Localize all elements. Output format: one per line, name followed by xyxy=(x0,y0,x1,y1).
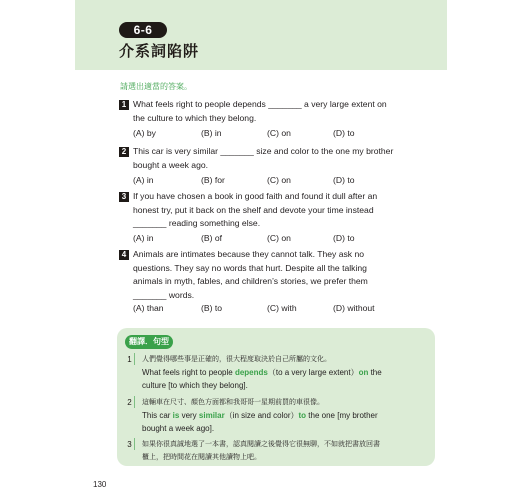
question-number: 1 xyxy=(119,100,129,110)
question-line: _______ reading something else. xyxy=(133,218,261,229)
translation-zh: 這輛車在尺寸、顏色方面都和我哥哥一星期前買的車很像。 xyxy=(142,398,324,406)
question-line: questions. They say no words that hurt. Despite all the talking xyxy=(133,262,367,273)
option-b[interactable]: (B) for xyxy=(201,175,225,185)
option-a[interactable]: (A) in xyxy=(133,233,154,243)
question-line: bought a week ago. xyxy=(133,159,209,170)
question-line: Animals are intimates because they cannot talk. They ask no xyxy=(133,249,365,259)
en-text: （in size and color） xyxy=(224,411,299,420)
question-4 xyxy=(119,248,419,313)
translation-panel xyxy=(117,328,435,466)
en-text: the one [my brother xyxy=(306,411,378,420)
question-line: This car is very similar _______ size and color to the one my brother xyxy=(133,146,394,156)
option-b[interactable]: (B) in xyxy=(201,128,222,138)
en-text: This car xyxy=(142,411,173,420)
translation-item-1 xyxy=(125,353,429,392)
question-number: 2 xyxy=(119,147,129,157)
en-text: very xyxy=(179,411,199,420)
page-number: 130 xyxy=(93,480,107,489)
translation-en-line: bought a week ago]. xyxy=(142,424,215,433)
question-2 xyxy=(119,145,419,185)
option-c[interactable]: (C) on xyxy=(267,128,291,138)
question-line: What feels right to people depends _______ a very large extent on xyxy=(133,99,387,109)
translation-en-line: culture [to which they belong]. xyxy=(142,381,248,390)
question-line: honest try, put it back on the shelf and devote your time instead xyxy=(133,204,374,215)
option-c[interactable]: (C) with xyxy=(267,303,297,313)
en-text: the xyxy=(368,368,382,377)
option-b[interactable]: (B) to xyxy=(201,303,223,313)
question-1 xyxy=(119,98,419,138)
en-highlight: is xyxy=(172,411,180,420)
question-line: animals in myth, fables, and children’s stories, we prefer them xyxy=(133,276,368,287)
translation-zh: 櫃上，把時間花在閱讀其他讀物上吧。 xyxy=(142,453,261,461)
en-highlight: on xyxy=(358,368,369,377)
question-line: _______ words. xyxy=(133,289,195,300)
page-title: 介系詞陷阱 xyxy=(119,42,200,60)
question-line: If you have chosen a book in good faith and found it dull after an xyxy=(133,191,378,201)
translation-number: 2 xyxy=(125,396,135,408)
en-highlight: depends xyxy=(234,368,268,377)
en-highlight: similar xyxy=(198,411,225,420)
en-text: （to a very large extent） xyxy=(267,368,359,377)
translation-tag: 翻譯．句型 xyxy=(125,335,173,349)
page xyxy=(75,0,447,500)
option-a[interactable]: (A) in xyxy=(133,175,154,185)
option-d[interactable]: (D) to xyxy=(333,128,355,138)
translation-en-line xyxy=(142,366,429,379)
option-a[interactable]: (A) by xyxy=(133,128,156,138)
translation-number: 1 xyxy=(125,353,135,365)
section-header xyxy=(75,0,447,70)
option-b[interactable]: (B) of xyxy=(201,233,223,243)
question-number: 4 xyxy=(119,250,129,260)
translation-item-2 xyxy=(125,396,429,435)
question-3 xyxy=(119,190,419,243)
translation-number: 3 xyxy=(125,438,135,450)
option-d[interactable]: (D) to xyxy=(333,233,355,243)
instruction-text: 請選出適當的答案。 xyxy=(120,82,192,91)
option-c[interactable]: (C) on xyxy=(267,175,291,185)
option-a[interactable]: (A) than xyxy=(133,303,164,313)
translation-item-3 xyxy=(125,438,429,464)
translation-en-line xyxy=(142,409,429,422)
translation-zh: 人們覺得哪些事是正確的，很大程度取決於自己所屬的文化。 xyxy=(142,355,331,363)
option-c[interactable]: (C) on xyxy=(267,233,291,243)
en-highlight: to xyxy=(298,411,307,420)
en-text: What feels right to people xyxy=(142,368,235,377)
section-badge: 6-6 xyxy=(119,22,167,38)
option-d[interactable]: (D) without xyxy=(333,303,375,313)
question-line: the culture to which they belong. xyxy=(133,112,257,123)
question-number: 3 xyxy=(119,192,129,202)
option-d[interactable]: (D) to xyxy=(333,175,355,185)
translation-zh: 如果你很真誠地選了一本書，認真閱讀之後覺得它很無聊，不如就把書放回書 xyxy=(142,440,380,448)
